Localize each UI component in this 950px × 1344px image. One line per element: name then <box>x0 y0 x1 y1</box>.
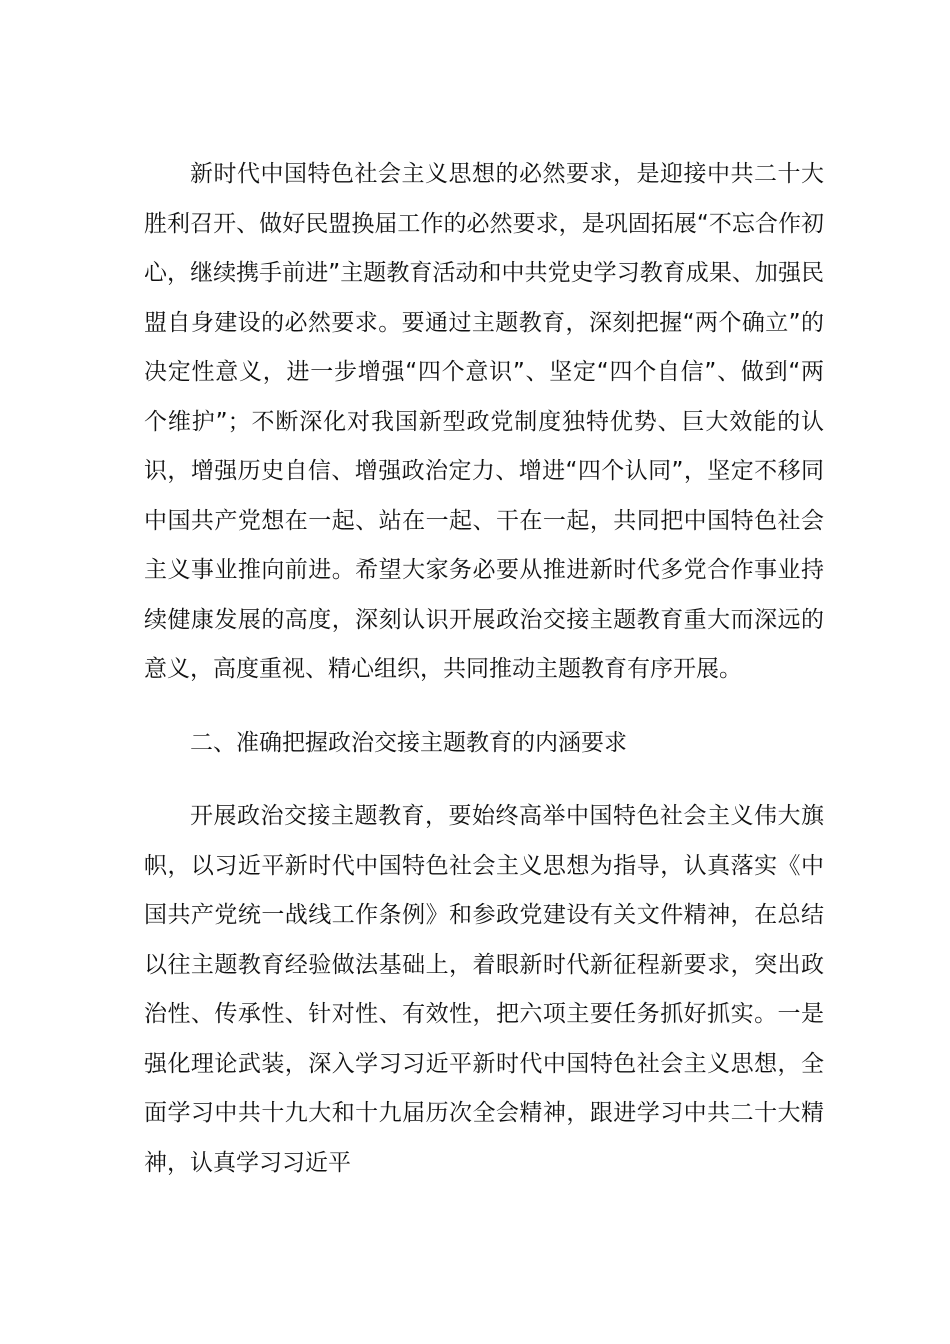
paragraph-2: 开展政治交接主题教育，要始终高举中国特色社会主义伟大旗帜，以习近平新时代中国特色社会主义思想为指导，认真落实《中国共产党统一战线工作条例》和参政党建设有关文件精神，在总结以往主题教育经验做法基础上，着眼新时代新征程新要求，突出政治性、传承性、针对性、有效性，把六项主要任务抓好抓实。一是强化理论武装，深入学习习近平新时代中国特色社会主义思想，全面学习中共十九大和十九届历次全会精神，跟进学习中共二十大精神，认真学习习近平 <box>144 803 824 1176</box>
document-body <box>144 150 824 1188</box>
paragraph-gap <box>144 768 824 792</box>
section-heading: 二、准确把握政治交接主题教育的内涵要求 <box>190 729 627 756</box>
paragraph-1: 新时代中国特色社会主义思想的必然要求，是迎接中共二十大胜利召开、做好民盟换届工作的必然要求，是巩固拓展“不忘合作初心，继续携手前进”主题教育活动和中共党史学习教育成果、加强民盟自身建设的必然要求。要通过主题教育，深刻把握“两个确立”的决定性意义，进一步增强“四个意识”、坚定“四个自信”、做到“两个维护”；不断深化对我国新型政党制度独特优势、巨大效能的认识，增强历史自信、增强政治定力、增进“四个认同”，坚定不移同中国共产党想在一起、站在一起、干在一起，共同把中国特色社会主义事业推向前进。希望大家务必要从推进新时代多党合作事业持续健康发展的高度，深刻认识开展政治交接主题教育重大而深远的意义，高度重视、精心组织，共同推动主题教育有序开展。 <box>144 161 824 682</box>
paragraph-gap <box>144 695 824 719</box>
